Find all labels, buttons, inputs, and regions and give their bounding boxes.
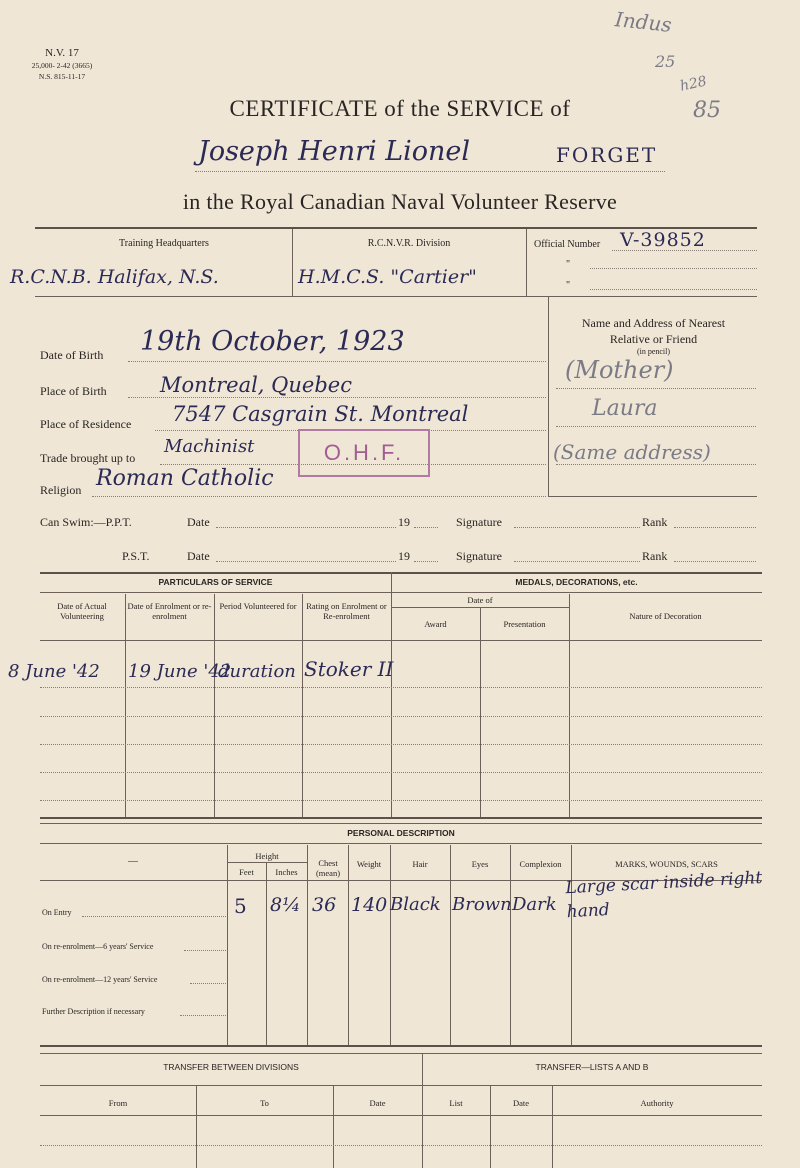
description-complexion: Complexion: [519, 859, 562, 869]
desc-row-6-years: On re-enrolment—6 years' Service: [42, 942, 154, 951]
entry-inches: 8¼: [270, 894, 301, 916]
entry-weight: 140: [351, 894, 388, 916]
division: H.M.C.S. "Cartier": [298, 266, 477, 288]
entry-hair: Black: [390, 894, 441, 915]
entry-chest: 36: [312, 894, 337, 916]
service-col-enrolment: Date of Enrolment or re-enrolment: [127, 601, 212, 621]
entry-eyes: Brown: [452, 894, 512, 915]
medals-heading: MEDALS, DECORATIONS, etc.: [515, 577, 638, 587]
service-col-volunteering: Date of Actual Volunteering: [57, 601, 107, 621]
print-info-2: N.S. 815-11-17: [38, 72, 86, 81]
transfer-date: Date: [369, 1098, 386, 1108]
form-number: N.V. 17: [45, 47, 79, 59]
service-volunteering-date: 8 June '42: [8, 661, 100, 682]
ppt-date-label: Date: [187, 515, 210, 529]
training-hq: R.C.N.B. Halifax, N.S.: [10, 266, 219, 288]
description-height: Height: [255, 851, 279, 861]
pst-year-label: 19: [398, 549, 410, 563]
ppt-year-label: 19: [398, 515, 410, 529]
ohf-stamp: O.H.F.: [298, 429, 430, 477]
transfer-to: To: [260, 1098, 269, 1108]
ditto-mark-1: ": [566, 259, 571, 270]
training-hq-label: Training Headquarters: [119, 238, 209, 249]
religion-label: Religion: [40, 483, 82, 497]
pst-label: P.S.T.: [122, 549, 150, 563]
pencil-note-indus: Indus: [613, 7, 673, 37]
medals-date-of: Date of: [467, 595, 493, 605]
certificate-subtitle: in the Royal Canadian Naval Volunteer Reserve: [182, 189, 618, 214]
certificate-title: CERTIFICATE of the SERVICE of: [229, 96, 571, 121]
description-heading: PERSONAL DESCRIPTION: [347, 828, 455, 838]
pencil-note-25: 25: [655, 52, 676, 71]
service-rating: Stoker II: [304, 657, 394, 681]
can-swim-label: Can Swim:—P.P.T.: [40, 515, 132, 529]
description-feet: Feet: [239, 867, 254, 877]
description-marks: MARKS, WOUNDS, SCARS: [615, 859, 718, 869]
surname: FORGET: [556, 143, 658, 167]
entry-marks: Large scar inside right hand: [564, 867, 763, 923]
trade: Machinist: [164, 436, 255, 457]
service-col-rating: Rating on Enrolment or Re-enrolment: [306, 601, 387, 621]
description-eyes: Eyes: [471, 859, 489, 869]
relative-relationship: (Mother): [565, 356, 674, 384]
transfer-authority: Authority: [640, 1098, 674, 1108]
pencil-note-h28: h28: [678, 73, 709, 95]
pencil-note-85: 85: [693, 98, 721, 123]
transfer-lists-heading: TRANSFER—LISTS A AND B: [535, 1062, 649, 1072]
medals-award: Award: [424, 619, 447, 629]
relative-address: (Same address): [553, 440, 711, 464]
medals-presentation: Presentation: [503, 619, 546, 629]
desc-row-12-years: On re-enrolment—12 years' Service: [42, 975, 158, 984]
description-inches: Inches: [275, 867, 298, 877]
service-heading: PARTICULARS OF SERVICE: [158, 577, 273, 587]
official-number-label: Official Number: [534, 239, 601, 250]
entry-feet: 5: [234, 894, 247, 918]
print-info-1: 25,000- 2-42 (3665): [31, 61, 93, 70]
dob-label: Date of Birth: [40, 348, 104, 362]
trade-label: Trade brought up to: [40, 451, 136, 465]
entry-complexion: Dark: [512, 894, 557, 915]
description-chest: Chest (mean): [315, 858, 341, 878]
transfer-list-date: Date: [512, 1098, 530, 1108]
pst-date-label: Date: [187, 549, 210, 563]
residence-label: Place of Residence: [40, 417, 132, 431]
official-number: V-39852: [620, 229, 706, 251]
pst-rank-label: Rank: [642, 549, 668, 563]
service-col-period: Period Volunteered for: [219, 601, 297, 611]
relative-label-1: Name and Address of Nearest: [581, 316, 726, 330]
place-of-residence: 7547 Casgrain St. Montreal: [172, 402, 469, 426]
relative-label-3: (in pencil): [636, 347, 671, 356]
service-period: duration: [218, 661, 296, 682]
ditto-mark-2: ": [566, 280, 571, 291]
desc-row-on-entry: On Entry: [42, 908, 72, 917]
description-weight: Weight: [356, 859, 382, 869]
description-hair: Hair: [412, 859, 428, 869]
pob-label: Place of Birth: [40, 384, 107, 398]
transfer-list: List: [449, 1098, 463, 1108]
desc-row-further: Further Description if necessary: [42, 1007, 145, 1016]
relative-name: Laura: [592, 396, 658, 421]
pst-signature-label: Signature: [456, 549, 502, 563]
transfer-divisions-heading: TRANSFER BETWEEN DIVISIONS: [163, 1062, 299, 1072]
relative-label-2: Relative or Friend: [609, 332, 698, 346]
medals-nature: Nature of Decoration: [629, 611, 702, 621]
given-names: Joseph Henri Lionel: [198, 136, 471, 167]
ppt-signature-label: Signature: [456, 515, 502, 529]
date-of-birth: 19th October, 1923: [140, 326, 405, 357]
place-of-birth: Montreal, Quebec: [160, 373, 352, 397]
religion: Roman Catholic: [96, 466, 274, 491]
ppt-rank-label: Rank: [642, 515, 668, 529]
division-label: R.C.N.V.R. Division: [367, 238, 451, 249]
transfer-from: From: [108, 1098, 128, 1108]
description-dash: —: [128, 856, 138, 867]
service-enrolment-date: 19 June '42: [128, 661, 232, 682]
